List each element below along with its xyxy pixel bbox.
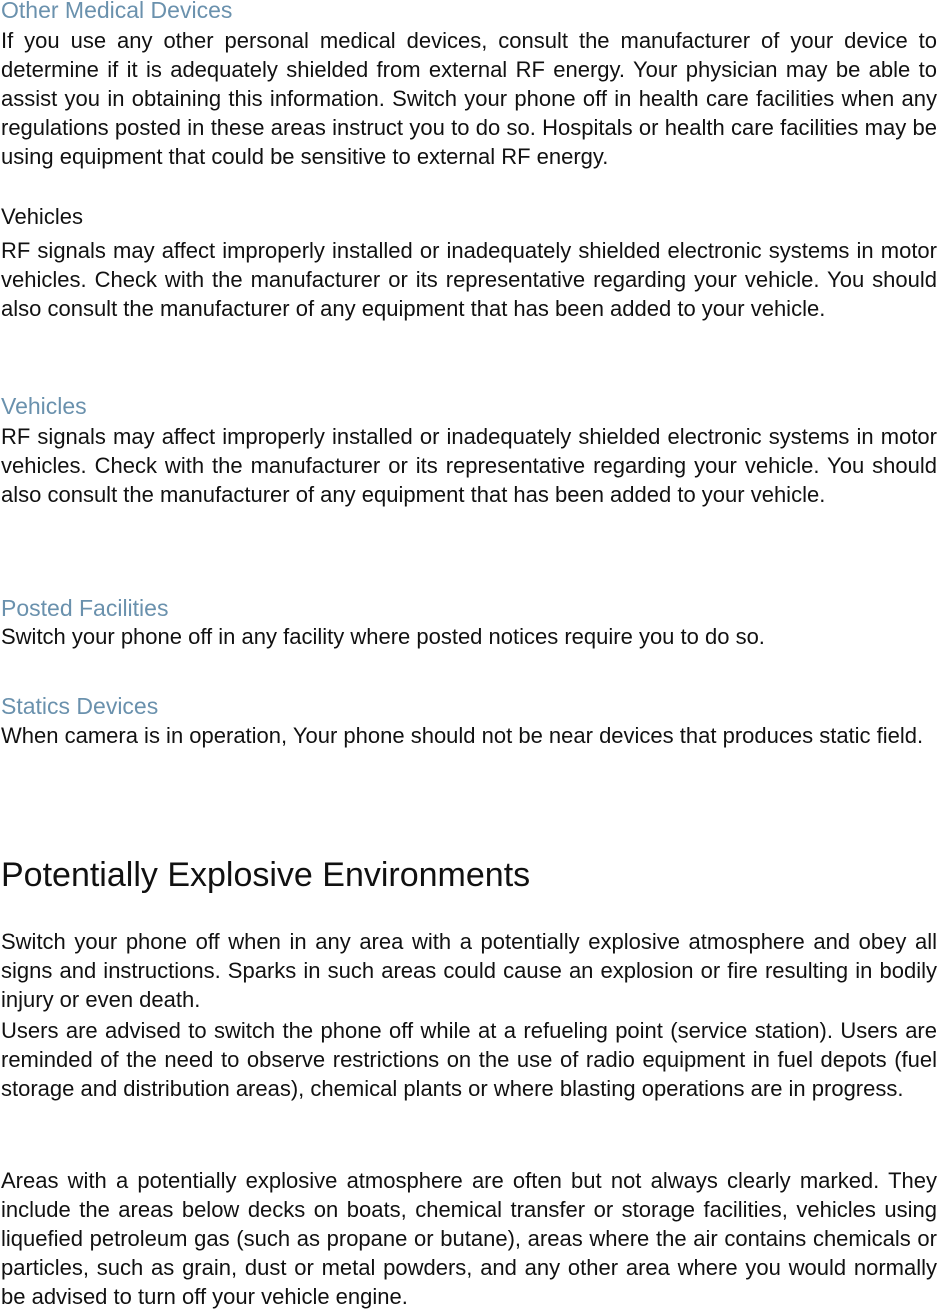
vehicles-text-2: RF signals may affect improperly installed or inadequately shielded electronic systems in motor vehicles. Check with the manufacturer or its representative regarding your vehicle. You should also consult the manufacturer of any equipment that has been added to your vehicle.: [1, 424, 937, 507]
explosive-paragraph-1: Switch your phone off when in any area with a potentially explosive atmosphere and obey all signs and instructions. Sparks in such areas could cause an explosion or fire resulting in bodily injury or even death.: [1, 929, 937, 1012]
vehicles-heading: Vehicles: [1, 393, 87, 419]
explosive-paragraph-3: Areas with a potentially explosive atmosphere are often but not always clearly marked. They include the areas below decks on boats, chemical transfer or storage facilities, vehicles using liquefied petroleum gas (such as propane or butane), areas where the air contains chemicals or particles, such as grain, dust or metal powders, and any other area where you would normally be advised to turn off your vehicle engine.: [1, 1168, 937, 1309]
explosive-environments-heading: Potentially Explosive Environments: [1, 856, 531, 894]
statics-devices-text: When camera is in operation, Your phone should not be near devices that produces static field.: [1, 723, 924, 748]
vehicles-text-1: RF signals may affect improperly installed or inadequately shielded electronic systems in motor vehicles. Check with the manufacturer or its representative regarding your vehicle. You should also consult the manufacturer of any equipment that has been added to your vehicle.: [1, 238, 937, 321]
vehicles-heading-plain: Vehicles: [1, 204, 83, 229]
explosive-paragraph-2: Users are advised to switch the phone off while at a refueling point (service station). Users are reminded of the need to observe restrictions on the use of radio equipment in fuel depots (fuel storage and distribution areas), chemical plants or where blasting operations are in progress.: [1, 1018, 937, 1101]
other-medical-devices-heading: Other Medical Devices: [1, 0, 233, 23]
statics-devices-heading: Statics Devices: [1, 693, 159, 719]
other-medical-devices-text: If you use any other personal medical devices, consult the manufacturer of your device to determine if it is adequately shielded from external RF energy. Your physician may be able to assist you in obtaining this information. Switch your phone off in health care facilities when any regulations posted in these areas instruct you to do so. Hospitals or health care facilities may be using equipment that could be sensitive to external RF energy.: [1, 28, 937, 169]
posted-facilities-heading: Posted Facilities: [1, 595, 169, 621]
posted-facilities-text: Switch your phone off in any facility where posted notices require you to do so.: [1, 624, 765, 649]
